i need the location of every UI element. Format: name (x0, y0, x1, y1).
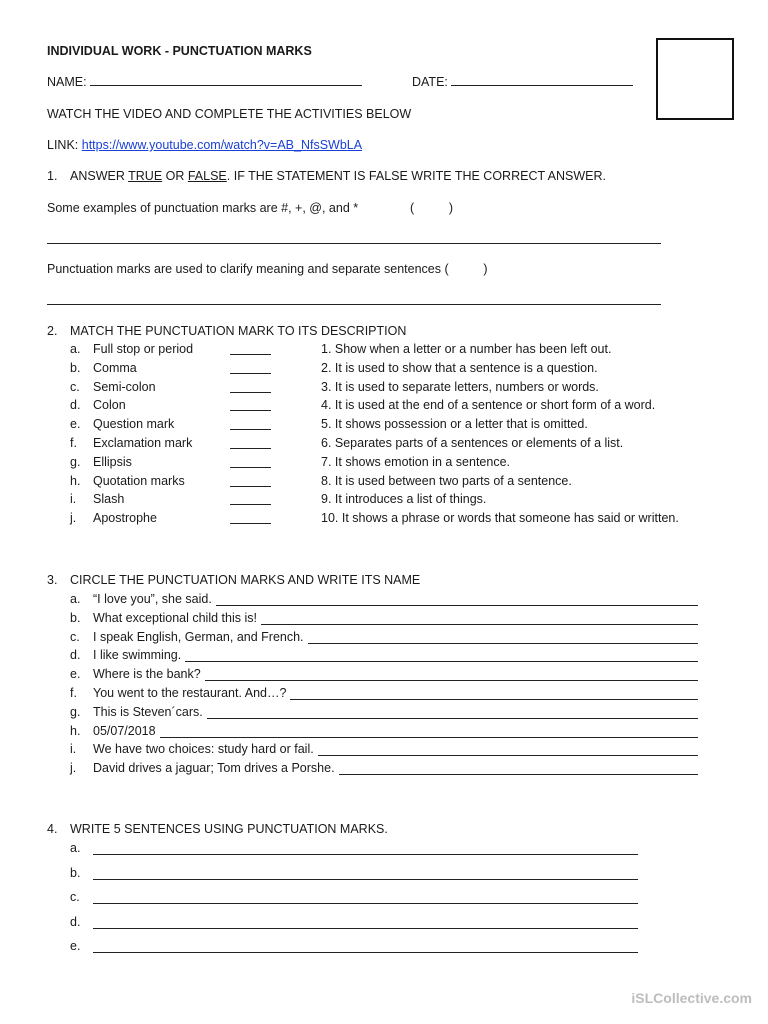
answer-line[interactable] (290, 686, 698, 700)
sentence-answer-line[interactable] (93, 866, 638, 880)
circle-row (70, 705, 698, 723)
sentence-row (70, 866, 638, 884)
punctuation-description: 5. It shows possession or a letter that is omitted. (321, 417, 588, 432)
item-letter: d. (70, 914, 81, 929)
item-letter: e. (70, 417, 81, 432)
item-letter: d. (70, 648, 81, 663)
date-field[interactable] (451, 75, 633, 86)
item-letter: c. (70, 379, 80, 394)
punctuation-description: 6. Separates parts of a sentences or elements of a list. (321, 436, 624, 450)
sentence-row (70, 939, 638, 957)
sentence-answer-line[interactable] (93, 915, 638, 929)
sentence-row (70, 890, 638, 908)
q1-heading (47, 169, 606, 183)
example-sentence: I like swimming. (93, 648, 182, 663)
match-answer-blank[interactable] (230, 410, 271, 411)
q1-heading-part: . IF THE STATEMENT IS FALSE WRITE THE CORRECT ANSWER. (226, 169, 606, 183)
sentence-row (70, 841, 638, 859)
q1-statement-1: Some examples of punctuation marks are #, +, @, and * (47, 201, 359, 215)
match-answer-blank[interactable] (230, 467, 271, 468)
example-sentence: Where is the bank? (93, 667, 201, 682)
item-letter: h. (70, 723, 81, 738)
video-link[interactable]: https://www.youtube.com/watch?v=AB_NfsSWbLA (81, 138, 363, 152)
circle-row (70, 630, 698, 648)
item-letter: e. (70, 667, 81, 682)
item-letter: a. (70, 342, 81, 356)
item-letter: b. (70, 360, 81, 375)
circle-row (70, 724, 698, 742)
grade-box (656, 38, 734, 120)
item-letter: g. (70, 704, 81, 719)
name-label: NAME: (47, 75, 87, 89)
date-label: DATE: (412, 75, 448, 89)
q4-heading (47, 822, 388, 836)
q1-number: 1. (47, 169, 58, 183)
answer-line[interactable] (205, 667, 698, 681)
circle-row (70, 742, 698, 760)
answer-line[interactable] (216, 592, 698, 606)
example-sentence: We have two choices: study hard or fail. (93, 742, 314, 757)
punctuation-term: Exclamation mark (93, 436, 193, 450)
name-line (47, 75, 362, 89)
answer-line[interactable] (261, 611, 698, 625)
match-answer-blank[interactable] (230, 373, 271, 374)
match-answer-blank[interactable] (230, 523, 271, 524)
worksheet-title: INDIVIDUAL WORK - PUNCTUATION MARKS (47, 44, 312, 58)
circle-row (70, 592, 698, 610)
name-field[interactable] (90, 75, 362, 86)
punctuation-term: Question mark (93, 417, 175, 432)
item-letter: h. (70, 473, 81, 488)
q1-heading-part: OR (162, 169, 188, 183)
q1-answer-line-2[interactable] (47, 304, 661, 305)
true-word: TRUE (128, 169, 163, 183)
link-label: LINK: (47, 138, 79, 152)
punctuation-description: 2. It is used to show that a sentence is a question. (321, 360, 598, 375)
sentence-answer-line[interactable] (93, 841, 638, 855)
example-sentence: What exceptional child this is! (93, 610, 257, 625)
punctuation-term: Slash (93, 492, 125, 507)
punctuation-term: Ellipsis (93, 454, 132, 469)
false-word: FALSE (187, 169, 227, 183)
example-sentence: This is Steven´cars. (93, 704, 203, 719)
match-answer-blank[interactable] (230, 504, 271, 505)
circle-row (70, 611, 698, 629)
match-answer-blank[interactable] (230, 486, 271, 487)
punctuation-description: 1. Show when a letter or a number has been left out. (321, 342, 612, 356)
item-letter: i. (70, 742, 77, 757)
punctuation-description: 3. It is used to separate letters, numbers or words. (321, 379, 599, 394)
punctuation-term: Full stop or period (93, 342, 194, 356)
q4-number: 4. (47, 822, 58, 836)
q1-answer-paren-1[interactable]: ( ) (410, 201, 454, 215)
example-sentence: “I love you”, she said. (93, 592, 212, 606)
item-letter: b. (70, 610, 81, 625)
match-answer-blank[interactable] (230, 354, 271, 355)
q3-heading-text: CIRCLE THE PUNCTUATION MARKS AND WRITE ITS NAME (70, 573, 421, 587)
example-sentence: You went to the restaurant. And…? (93, 686, 287, 700)
punctuation-term: Semi-colon (93, 379, 156, 394)
item-letter: e. (70, 939, 81, 953)
item-letter: f. (70, 436, 77, 450)
q2-heading-text: MATCH THE PUNCTUATION MARK TO ITS DESCRIPTION (70, 324, 407, 338)
item-letter: j. (70, 761, 77, 776)
item-letter: f. (70, 686, 77, 700)
match-answer-blank[interactable] (230, 429, 271, 430)
q1-statement-2 (47, 262, 488, 276)
answer-line[interactable] (207, 705, 698, 719)
q1-statement-2-text: Punctuation marks are used to clarify meaning and separate sentences ( (47, 262, 449, 276)
answer-line[interactable] (339, 761, 698, 775)
example-sentence: David drives a jaguar; Tom drives a Porshe. (93, 761, 335, 776)
sentence-answer-line[interactable] (93, 939, 638, 953)
example-sentence: I speak English, German, and French. (93, 629, 304, 644)
sentence-answer-line[interactable] (93, 890, 638, 904)
q3-heading (47, 573, 420, 587)
item-letter: a. (70, 841, 81, 855)
q1-answer-paren-2[interactable]: ) (448, 262, 488, 276)
item-letter: b. (70, 865, 81, 880)
punctuation-term: Comma (93, 360, 137, 375)
q3-number: 3. (47, 573, 58, 587)
item-letter: c. (70, 890, 80, 904)
match-answer-blank[interactable] (230, 392, 271, 393)
punctuation-description: 7. It shows emotion in a sentence. (321, 454, 510, 469)
answer-line[interactable] (160, 724, 698, 738)
sentence-row (70, 915, 638, 933)
item-letter: a. (70, 592, 81, 606)
punctuation-description: 9. It introduces a list of things. (321, 492, 487, 507)
item-letter: j. (70, 511, 77, 526)
instruction-text: WATCH THE VIDEO AND COMPLETE THE ACTIVITIES BELOW (47, 107, 412, 121)
circle-row (70, 648, 698, 666)
answer-line[interactable] (318, 742, 698, 756)
circle-row (70, 667, 698, 685)
circle-row (70, 761, 698, 779)
item-letter: g. (70, 454, 81, 469)
watermark: iSLCollective.com (631, 990, 752, 1006)
punctuation-description: 4. It is used at the end of a sentence or short form of a word. (321, 398, 656, 413)
q1-answer-line-1[interactable] (47, 243, 661, 244)
item-letter: d. (70, 398, 81, 413)
item-letter: c. (70, 629, 80, 644)
example-sentence: 05/07/2018 (93, 723, 156, 738)
circle-row (70, 686, 698, 704)
q2-heading (47, 324, 406, 338)
punctuation-description: 10. It shows a phrase or words that someone has said or written. (321, 511, 679, 526)
answer-line[interactable] (308, 630, 698, 644)
punctuation-term: Colon (93, 398, 126, 413)
punctuation-term: Apostrophe (93, 511, 157, 526)
match-answer-blank[interactable] (230, 448, 271, 449)
q2-number: 2. (47, 324, 58, 338)
date-line (412, 75, 633, 89)
punctuation-term: Quotation marks (93, 473, 185, 488)
item-letter: i. (70, 492, 77, 507)
q1-heading-part: ANSWER (70, 169, 129, 183)
video-link-line (47, 138, 362, 152)
answer-line[interactable] (185, 648, 698, 662)
punctuation-description: 8. It is used between two parts of a sentence. (321, 473, 572, 488)
q4-heading-text: WRITE 5 SENTENCES USING PUNCTUATION MARKS. (70, 822, 388, 836)
